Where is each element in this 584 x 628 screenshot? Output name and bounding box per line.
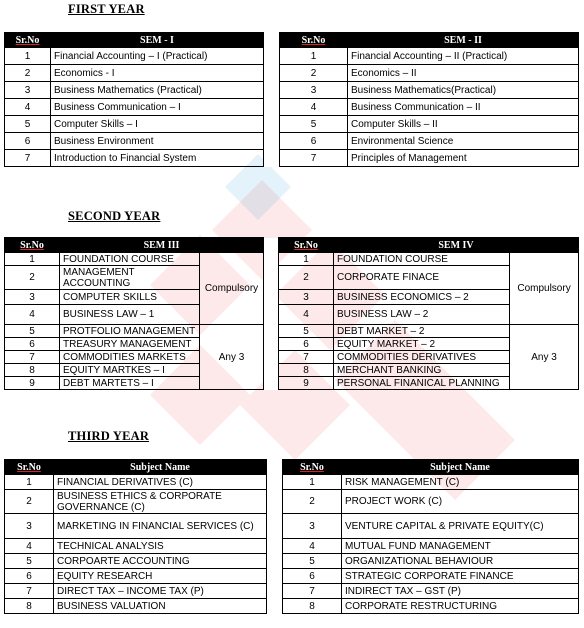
table-row (5, 569, 579, 584)
col-header-sem-iv: SEM IV (334, 238, 579, 253)
table-row (5, 253, 579, 266)
table-gap (267, 490, 283, 514)
col-header-srno: Sr.No (279, 238, 334, 253)
sr-no-cell: 4 (283, 539, 342, 554)
subject-cell: Business Communication – I (51, 99, 264, 116)
sr-no-cell: 7 (5, 351, 60, 364)
table-row (5, 266, 579, 290)
table-gap (264, 325, 279, 338)
col-header-subject-name: Subject Name (54, 460, 267, 475)
sr-no-cell: 9 (5, 377, 60, 390)
sr-no-cell: 1 (5, 253, 60, 266)
sr-no-cell: 7 (5, 150, 51, 167)
sr-no-cell: 8 (5, 364, 60, 377)
sr-no-cell: 2 (283, 490, 342, 514)
col-header-srno: Sr.No (5, 460, 54, 475)
table-gap (264, 377, 279, 390)
sr-no-cell: 6 (283, 569, 342, 584)
col-header-srno: Sr.No (283, 460, 342, 475)
sr-no-cell: 8 (279, 364, 334, 377)
third-year-table (4, 459, 579, 614)
table-row (5, 351, 579, 364)
sr-no-cell: 6 (279, 338, 334, 351)
subject-cell: Economics - I (51, 65, 264, 82)
subject-cell: COMMODITIES MARKETS (60, 351, 200, 364)
sr-no-cell: 9 (279, 377, 334, 390)
subject-cell: PROTFOLIO MANAGEMENT (60, 325, 200, 338)
subject-cell: FOUNDATION COURSE (334, 253, 510, 266)
table-header-row (5, 238, 579, 253)
table-gap (264, 65, 280, 82)
sr-no-cell: 5 (279, 325, 334, 338)
sr-no-cell: 4 (280, 99, 348, 116)
subject-cell: COMPUTER SKILLS (60, 290, 200, 305)
sr-no-cell: 1 (5, 475, 54, 490)
subject-cell: BUSINESS LAW – 1 (60, 305, 200, 325)
table-gap (264, 33, 280, 48)
subject-cell: PERSONAL FINANICAL PLANNING (334, 377, 510, 390)
table-header-row (5, 33, 579, 48)
sr-no-cell: 3 (283, 514, 342, 539)
sr-no-cell: 4 (5, 539, 54, 554)
sr-no-cell: 3 (5, 82, 51, 99)
sr-no-cell: 1 (279, 253, 334, 266)
col-header-sem-ii: SEM - II (348, 33, 579, 48)
table-gap (264, 266, 279, 290)
subject-cell: Business Environment (51, 133, 264, 150)
table-row (5, 290, 579, 305)
table-gap (264, 364, 279, 377)
subject-cell: FINANCIAL DERIVATIVES (C) (54, 475, 267, 490)
sr-no-cell: 3 (5, 290, 60, 305)
sr-no-cell: 6 (5, 133, 51, 150)
subject-cell: CORPORATE RESTRUCTURING (342, 599, 579, 614)
third-year-heading: THIRD YEAR (68, 429, 150, 443)
sr-no-cell: 2 (5, 266, 60, 290)
subject-cell: TECHNICAL ANALYSIS (54, 539, 267, 554)
sr-no-cell: 2 (279, 266, 334, 290)
table-row (5, 364, 579, 377)
sr-no-cell: 5 (5, 116, 51, 133)
table-gap (264, 253, 279, 266)
table-gap (264, 150, 280, 167)
sr-no-cell: 1 (280, 48, 348, 65)
table-gap (267, 599, 283, 614)
table-row (5, 48, 579, 65)
subject-cell: MARKETING IN FINANCIAL SERVICES (C) (54, 514, 267, 539)
table-gap (267, 554, 283, 569)
subject-cell: FOUNDATION COURSE (60, 253, 200, 266)
table-row (5, 599, 579, 614)
sr-no-cell: 4 (279, 305, 334, 325)
table-gap (264, 82, 280, 99)
sr-no-cell: 7 (280, 150, 348, 167)
group-label-any-3: Any 3 (200, 325, 264, 390)
table-row (5, 584, 579, 599)
table-gap (264, 351, 279, 364)
table-row (5, 65, 579, 82)
table-gap (267, 584, 283, 599)
sr-no-cell: 3 (280, 82, 348, 99)
subject-cell: DIRECT TAX – INCOME TAX (P) (54, 584, 267, 599)
sr-no-cell: 5 (5, 325, 60, 338)
sr-no-cell: 5 (283, 554, 342, 569)
col-header-srno: Sr.No (5, 33, 51, 48)
sr-no-cell: 6 (280, 133, 348, 150)
col-header-sem-iii: SEM III (60, 238, 264, 253)
sr-no-cell: 2 (5, 65, 51, 82)
subject-cell: MANAGEMENT ACCOUNTING (60, 266, 200, 290)
subject-cell: Financial Accounting – I (Practical) (51, 48, 264, 65)
sr-no-cell: 3 (279, 290, 334, 305)
subject-cell: BUSINESS VALUATION (54, 599, 267, 614)
subject-cell: BUSINESS ECONOMICS – 2 (334, 290, 510, 305)
subject-cell: Business Mathematics(Practical) (348, 82, 579, 99)
sr-no-cell: 5 (5, 554, 54, 569)
subject-cell: STRATEGIC CORPORATE FINANCE (342, 569, 579, 584)
table-gap (264, 116, 280, 133)
table-gap (267, 539, 283, 554)
sr-no-cell: 6 (5, 338, 60, 351)
sr-no-cell: 7 (279, 351, 334, 364)
sr-no-cell: 8 (283, 599, 342, 614)
subject-cell: MUTUAL FUND MANAGEMENT (342, 539, 579, 554)
table-header-row (5, 460, 579, 475)
subject-cell: ORGANIZATIONAL BEHAVIOUR (342, 554, 579, 569)
table-row (5, 539, 579, 554)
table-gap (267, 475, 283, 490)
table-gap (264, 238, 279, 253)
sr-no-cell: 5 (280, 116, 348, 133)
subject-cell: MERCHANT BANKING (334, 364, 510, 377)
table-gap (264, 99, 280, 116)
subject-cell: PROJECT WORK (C) (342, 490, 579, 514)
table-gap (264, 290, 279, 305)
subject-cell: Economics – II (348, 65, 579, 82)
second-year-table (4, 237, 579, 390)
table-row (5, 82, 579, 99)
table-row (5, 338, 579, 351)
subject-cell: BUSINESS LAW – 2 (334, 305, 510, 325)
table-row (5, 554, 579, 569)
subject-cell: CORPOARTE ACCOUNTING (54, 554, 267, 569)
sr-no-cell: 7 (5, 584, 54, 599)
subject-cell: COMMODITIES DERIVATIVES (334, 351, 510, 364)
table-row (5, 514, 579, 539)
table-gap (264, 338, 279, 351)
col-header-srno: Sr.No (280, 33, 348, 48)
subject-cell: Business Communication – II (348, 99, 579, 116)
subject-cell: EQUITY MARTKES – I (60, 364, 200, 377)
table-row (5, 475, 579, 490)
table-row (5, 99, 579, 116)
subject-cell: BUSINESS ETHICS & CORPORATE GOVERNANCE (C) (54, 490, 267, 514)
subject-cell: TREASURY MANAGEMENT (60, 338, 200, 351)
subject-cell: RISK MANAGEMENT (C) (342, 475, 579, 490)
table-gap (267, 460, 283, 475)
subject-cell: CORPORATE FINACE (334, 266, 510, 290)
col-header-sem-i: SEM - I (51, 33, 264, 48)
group-label-compulsory: Compulsory (510, 253, 579, 325)
subject-cell: EQUITY RESEARCH (54, 569, 267, 584)
subject-cell: Introduction to Financial System (51, 150, 264, 167)
subject-cell: DEBT MARKET – 2 (334, 325, 510, 338)
table-row (5, 150, 579, 167)
first-year-table (4, 32, 579, 167)
sr-no-cell: 8 (5, 599, 54, 614)
table-row (5, 133, 579, 150)
subject-cell: Principles of Management (348, 150, 579, 167)
subject-cell: Computer Skills – II (348, 116, 579, 133)
table-row (5, 377, 579, 390)
subject-cell: INDIRECT TAX – GST (P) (342, 584, 579, 599)
table-row (5, 305, 579, 325)
subject-cell: DEBT MARTETS – I (60, 377, 200, 390)
table-row (5, 325, 579, 338)
col-header-srno: Sr.No (5, 238, 60, 253)
subject-cell: Environmental Science (348, 133, 579, 150)
table-gap (267, 569, 283, 584)
table-gap (267, 514, 283, 539)
sr-no-cell: 4 (5, 99, 51, 116)
table-gap (264, 305, 279, 325)
subject-cell: Financial Accounting – II (Practical) (348, 48, 579, 65)
group-label-compulsory: Compulsory (200, 253, 264, 325)
subject-cell: Business Mathematics (Practical) (51, 82, 264, 99)
second-year-heading: SECOND YEAR (68, 209, 161, 223)
table-gap (264, 48, 280, 65)
subject-cell: EQUITY MARKET – 2 (334, 338, 510, 351)
col-header-subject-name: Subject Name (342, 460, 579, 475)
sr-no-cell: 2 (5, 490, 54, 514)
subject-cell: Computer Skills – I (51, 116, 264, 133)
sr-no-cell: 2 (280, 65, 348, 82)
first-year-heading: FIRST YEAR (68, 2, 145, 16)
sr-no-cell: 7 (283, 584, 342, 599)
group-label-any-3: Any 3 (510, 325, 579, 390)
sr-no-cell: 4 (5, 305, 60, 325)
sr-no-cell: 1 (5, 48, 51, 65)
subject-cell: VENTURE CAPITAL & PRIVATE EQUITY(C) (342, 514, 579, 539)
table-gap (264, 133, 280, 150)
sr-no-cell: 1 (283, 475, 342, 490)
sr-no-cell: 6 (5, 569, 54, 584)
table-row (5, 490, 579, 514)
sr-no-cell: 3 (5, 514, 54, 539)
table-row (5, 116, 579, 133)
